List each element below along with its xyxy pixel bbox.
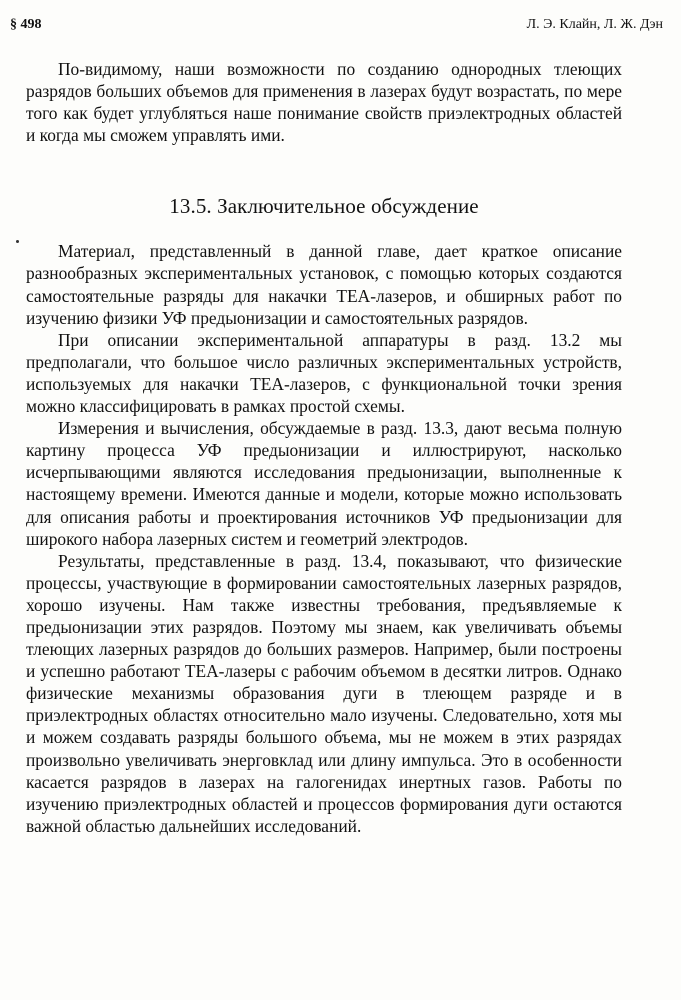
section-title: 13.5. Заключительное обсуждение xyxy=(169,194,479,219)
header-authors: Л. Э. Клайн, Л. Ж. Дэн xyxy=(526,17,663,32)
section-paragraph-1: Материал, представленный в данной главе, дает краткое описание разнообразных экспериментальных установок, с помощью которых создаются самостоятельные разряды для накачки ТЕА-лазеров, и обширных работ по изучению физики УФ предыонизации и самостоятельных разрядов. xyxy=(26,241,622,328)
page-number: § 498 xyxy=(10,17,42,32)
section-paragraph-2: При описании экспериментальной аппаратуры в разд. 13.2 мы предполагали, что большое число различных экспериментальных устройств, используемых для накачки ТЕА-лазеров, с функциональной точки зрения можно классифицировать в рамках простой схемы. xyxy=(26,329,622,417)
margin-mark xyxy=(16,240,19,243)
running-head xyxy=(10,14,663,36)
page-content xyxy=(26,58,622,837)
intro-paragraph: По-видимому, наши возможности по созданию однородных тлеющих разрядов больших объемов для применения в лазерах будут возрастать, по мере того как будет углубляться наше понимание свойств приэлектродных областей и когда мы сможем управлять ими. xyxy=(26,59,622,146)
section-paragraph-3: Измерения и вычисления, обсуждаемые в разд. 13.3, дают весьма полную картину процесса УФ предыонизации и иллюстрируют, насколько исчерпывающими являются исследования предыонизации, выполненные к настоящему времени. Имеются данные и модели, которые можно использовать для описания работы и проектирования источников УФ предыонизации для широкого набора лазерных систем и геометрий электродов. xyxy=(26,418,622,549)
section-paragraph-4: Результаты, представленные в разд. 13.4, показывают, что физические процессы, участвующие в формировании самостоятельных лазерных разрядов, хорошо изучены. Нам также известны требования, предъявляемые к предыонизации этих разрядов. Поэтому мы знаем, как увеличивать объемы тлеющих лазерных разрядов до больших размеров. Например, были построены и успешно работают ТЕА-лазеры с рабочим объемом в десятки литров. Однако физические механизмы образования дуги в тлеющем разряде и в приэлектродных областях относительно мало изучены. Следовательно, хотя мы и можем создавать разряды большого объема, мы не можем в этих разрядах произвольно увеличивать энерговклад или длину импульса. Это в особенности касается разрядов в лазерах на галогенидах инертных газов. Работы по изучению приэлектродных областей и процессов формирования дуги остаются важной областью дальнейших исследований. xyxy=(26,550,622,836)
